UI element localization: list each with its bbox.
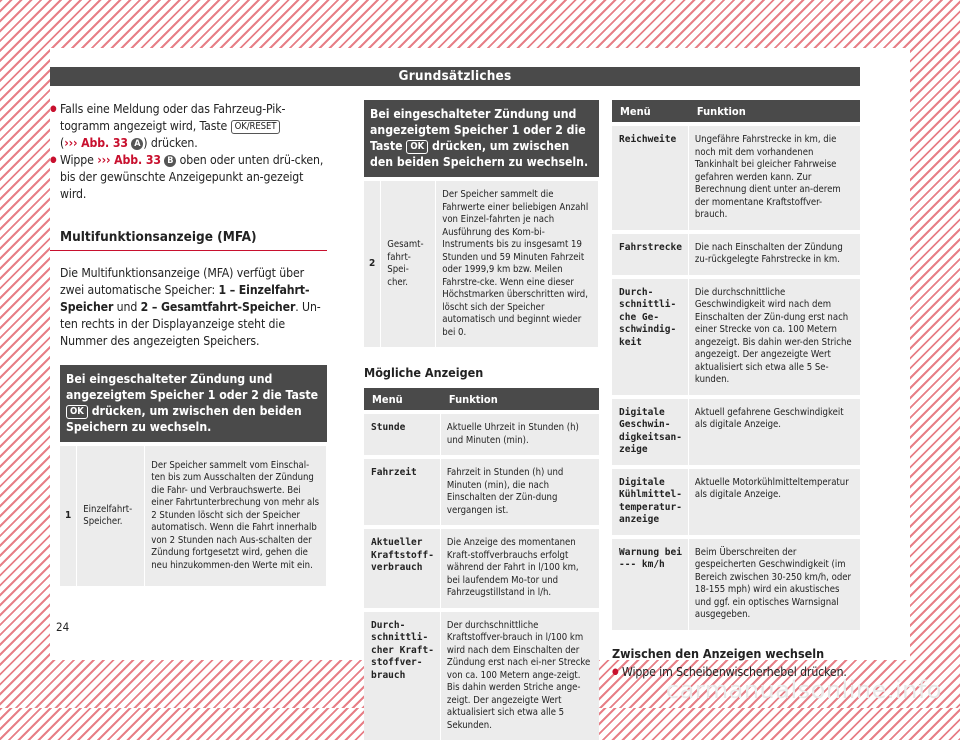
table-row <box>612 395 860 465</box>
function-cell: Aktuelle Uhrzeit in Stunden (h) und Minuten (min). <box>441 410 599 455</box>
menu-cell: Fahrstrecke <box>612 230 689 275</box>
text: oben oder unten drü-cken, bis der gewünschte Anzeigepunkt an-gezeigt wird. <box>60 153 323 201</box>
ok-key-icon: OK <box>406 140 428 154</box>
text: und <box>113 300 140 314</box>
display-table-2 <box>612 100 860 630</box>
table-row <box>612 230 860 275</box>
figure-reference[interactable]: ››› Abb. 33 <box>64 136 128 150</box>
function-cell: Der durchschnittliche Kraftstoffver-brauch in l/100 km wird nach dem Einschalten der Zündung erst nach ei-ner Strecke von ca. 100 Metern ange-zeigt. Bis dahin werden Striche ange-zeigt. Der angezeigte Wert aktualisiert sich etwa alle 5 Sekunden. <box>441 608 599 740</box>
page-header: Grundsätzliches <box>50 67 860 86</box>
memory-number: 1 <box>60 442 77 586</box>
mfa-paragraph <box>50 265 327 350</box>
table-row <box>612 122 860 230</box>
table-row <box>612 465 860 535</box>
memory-description: Der Speicher sammelt vom Einschal-ten bis zum Ausschalten der Zündung die Fahr- und Verbrauchswerte. Bei einer Fahrtunterbrechung von mehr als 2 Stunden löscht sich der Speicher automatisch. Wenn die Fahrt innerhalb von 2 Stunden nach Aus-schalten der Zündung fortgesetzt wird, gehen die neu hinzukommen-den Werte mit ein. <box>145 442 327 586</box>
memory-number: 2 <box>364 177 381 347</box>
col-header-function: Funktion <box>441 388 599 410</box>
function-cell: Ungefähre Fahrstrecke in km, die noch mit dem vorhandenen Tankinhalt bei gleicher Fahrweise gefahren werden kann. Zur Berechnung dient unter an-derem der momentane Kraftstoffver-brauch. <box>689 122 860 230</box>
bullet-wischerhebel: ● Wippe im Scheibenwischerhebel drücken. <box>612 664 860 681</box>
text: drücken, um zwischen den beiden Speichern zu wechseln. <box>370 139 588 169</box>
function-cell: Die durchschnittliche Geschwindigkeit wird nach dem Einschalten der Zün-dung erst nach einer Strecke von ca. 100 Metern angezeigt. Bis dahin wer-den Striche angezeigt. Der angezeigte Wert aktualisiert sich etwa alle 5 Se-kunden. <box>689 275 860 395</box>
memory-name: Gesamt-fahrt-Spei-cher. <box>381 177 436 347</box>
menu-cell: Reichweite <box>612 122 689 230</box>
column-middle <box>364 86 599 740</box>
text-bold: 2 – Gesamtfahrt-Speicher <box>141 300 296 314</box>
figure-reference[interactable]: ››› Abb. 33 <box>97 153 161 167</box>
text: ( <box>60 136 64 150</box>
section-title-wechseln: Zwischen den Anzeigen wechseln <box>612 646 860 661</box>
col-header-function: Funktion <box>689 100 860 122</box>
function-cell: Beim Überschreiten der gespeicherten Geschwindigkeit (im Bereich zwischen 30-250 km/h, oder 18-155 mph) wird ein akustisches und ggf. ein optisches Warnsignal ausgegeben. <box>689 535 860 630</box>
text: Die Multifunktionsanzeige (MFA) verfügt über zwei automatische Speicher: <box>60 266 304 297</box>
bullet-ok-reset <box>50 101 327 152</box>
col-header-menu: Menü <box>364 388 441 410</box>
callout-a-icon: A <box>131 138 143 150</box>
menu-cell: Warnung bei --- km/h <box>612 535 689 630</box>
column-right <box>612 86 860 681</box>
menu-cell: Durch-schnittli-che Ge-schwindig-keit <box>612 275 689 395</box>
text: drücken, um zwischen den beiden Speichern zu wechseln. <box>66 404 302 434</box>
page-number: 24 <box>56 620 69 634</box>
function-cell: Aktuelle Motorkühlmitteltemperatur als digitale Anzeige. <box>689 465 860 535</box>
table-row <box>364 410 599 455</box>
section-title-anzeigen: Mögliche Anzeigen <box>364 365 599 380</box>
function-cell: Die Anzeige des momentanen Kraft-stoffverbrauchs erfolgt während der Fahrt in l/100 km, bei laufendem Mo-tor und Fahrzeugstillstand in l/h. <box>441 525 599 608</box>
watermark: carmanualsonline.info <box>666 676 942 704</box>
section-title-mfa: Multifunktionsanzeige (MFA) <box>50 229 327 251</box>
function-cell: Die nach Einschalten der Zündung zu-rückgelegte Fahrstrecke in km. <box>689 230 860 275</box>
memory-table-header <box>60 365 327 442</box>
memory-table-header <box>364 100 599 177</box>
text: Falls eine Meldung oder das Fahrzeug-Pik-togramm angezeigt wird, Taste <box>60 102 285 133</box>
table-row <box>364 608 599 740</box>
table-row <box>364 525 599 608</box>
menu-cell: Digitale Kühlmittel-temperatur-anzeige <box>612 465 689 535</box>
column-left <box>50 86 327 586</box>
text: . Un-ten rechts in der Displayanzeige steht die Nummer des angezeigten Speichers. <box>60 300 321 348</box>
text-bold: 1 – Einzelfahrt-Speicher <box>60 283 309 314</box>
text: Bei eingeschalteter Zündung und angezeigtem Speicher 1 oder 2 die Taste <box>66 372 318 402</box>
memory-table-1 <box>60 365 327 586</box>
ok-reset-key-icon: OK/RESET <box>231 120 281 134</box>
display-table-1 <box>364 388 599 740</box>
function-cell: Fahrzeit in Stunden (h) und Minuten (min), die nach Einschalten der Zün-dung vergangen ist. <box>441 455 599 525</box>
memory-description: Der Speicher sammelt die Fahrwerte einer beliebigen Anzahl von Einzel-fahrten je nach Ausführung des Kom-bi-Instruments bis zu insgesamt 19 Stunden und 59 Minuten Fahrzeit oder 1999,9 km bzw. Meilen Fahrstre-cke. Wenn eine dieser Höchstmarken überschritten wird, löscht sich der Speicher automatisch und beginnt wieder bei 0. <box>436 177 599 347</box>
table-row <box>612 535 860 630</box>
text: ) drücken. <box>143 136 197 150</box>
ok-key-icon: OK <box>66 405 88 419</box>
table-row <box>364 455 599 525</box>
menu-cell: Digitale Geschwin-digkeitsan-zeige <box>612 395 689 465</box>
col-header-menu: Menü <box>612 100 689 122</box>
memory-name: Einzelfahrt-Speicher. <box>77 442 145 586</box>
menu-cell: Durch-schnittli-cher Kraft-stoffver-brauch <box>364 608 441 740</box>
table-row <box>612 275 860 395</box>
text: Bei eingeschalteter Zündung und angezeigtem Speicher 1 oder 2 die Taste <box>370 107 586 153</box>
bullet-wippe <box>50 152 327 203</box>
callout-b-icon: B <box>164 155 176 167</box>
menu-cell: Fahrzeit <box>364 455 441 525</box>
memory-table-2 <box>364 100 599 347</box>
menu-cell: Stunde <box>364 410 441 455</box>
menu-cell: Aktueller Kraftstoff-verbrauch <box>364 525 441 608</box>
text: Wippe <box>60 153 97 167</box>
function-cell: Aktuell gefahrene Geschwindigkeit als digitale Anzeige. <box>689 395 860 465</box>
